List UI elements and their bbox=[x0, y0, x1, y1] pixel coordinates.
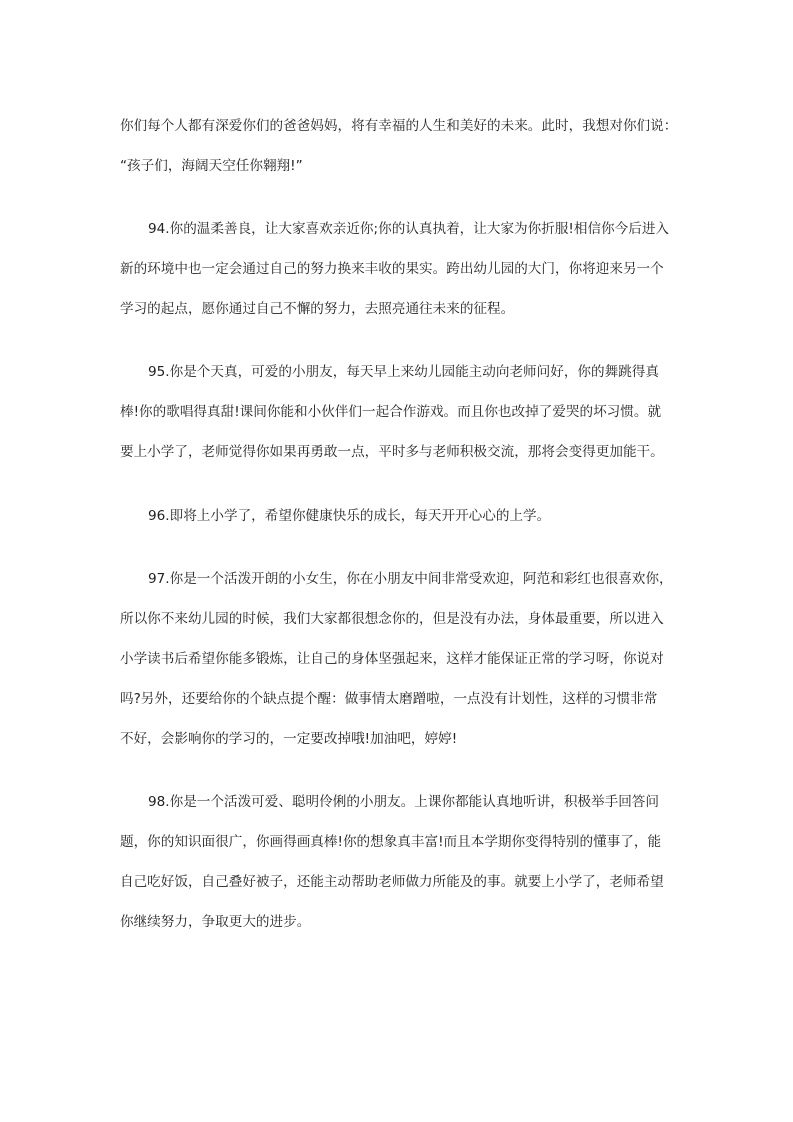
text-line: 自己吃好饭，自己叠好被子，还能主动帮助老师做力所能及的事。就要上小学了，老师希望 bbox=[120, 874, 664, 890]
text-line: 学习的起点，愿你通过自己不懈的努力，去照亮通往未来的征程。 bbox=[120, 301, 515, 317]
paragraph-95-line: 95.你是个天真，可爱的小朋友，每天早上来幼儿园能主动向老师问好，你的舞跳得真 bbox=[148, 364, 659, 380]
text-line: “孩子们，海阔天空任你翱翔!” bbox=[120, 158, 303, 174]
text-line: 你们每个人都有深爱你们的爸爸妈妈，将有幸福的人生和美好的未来。此时，我想对你们说： bbox=[120, 118, 678, 134]
text-line: 小学读书后希望你能多锻炼，让自己的身体坚强起来，这样才能保证正常的学习呀，你说对 bbox=[120, 651, 664, 667]
text-line: 吗?另外，还要给你的个缺点提个醒：做事情太磨蹭啦，一点没有计划性，这样的习惯非常 bbox=[120, 691, 658, 707]
text-line: 棒!你的歌唱得真甜!课间你能和小伙伴们一起合作游戏。而且你也改掉了爱哭的坏习惯。就 bbox=[120, 404, 662, 420]
text-line: 所以你不来幼儿园的时候，我们大家都很想念你的，但是没有办法，身体最重要，所以进入 bbox=[120, 611, 664, 627]
paragraph-97-line: 97.你是一个活泼开朗的小女生，你在小朋友中间非常受欢迎，阿范和彩红也很喜欢你， bbox=[148, 571, 673, 587]
text-line: 不好，会影响你的学习的，一定要改掉哦!加油吧，婷婷! bbox=[120, 731, 458, 747]
paragraph-94-line: 94.你的温柔善良，让大家喜欢亲近你;你的认真执着，让大家为你折服!相信你今后进入 bbox=[148, 221, 670, 237]
paragraph-98-line: 98.你是一个活泼可爱、聪明伶俐的小朋友。上课你都能认真地听讲，积极举手回答问 bbox=[148, 794, 659, 810]
text-line: 新的环境中也一定会通过自己的努力换来丰收的果实。跨出幼儿园的大门，你将迎来另一个 bbox=[120, 261, 664, 277]
text-line: 你继续努力，争取更大的进步。 bbox=[120, 914, 311, 930]
paragraph-96-line: 96.即将上小学了，希望你健康快乐的成长，每天开开心心的上学。 bbox=[148, 508, 551, 524]
text-line: 题，你的知识面很广，你画得画真棒!你的想象真丰富!而且本学期你变得特别的懂事了，能 bbox=[120, 834, 662, 850]
text-line: 要上小学了，老师觉得你如果再勇敢一点，平时多与老师积极交流，那将会变得更加能干。 bbox=[120, 444, 664, 460]
